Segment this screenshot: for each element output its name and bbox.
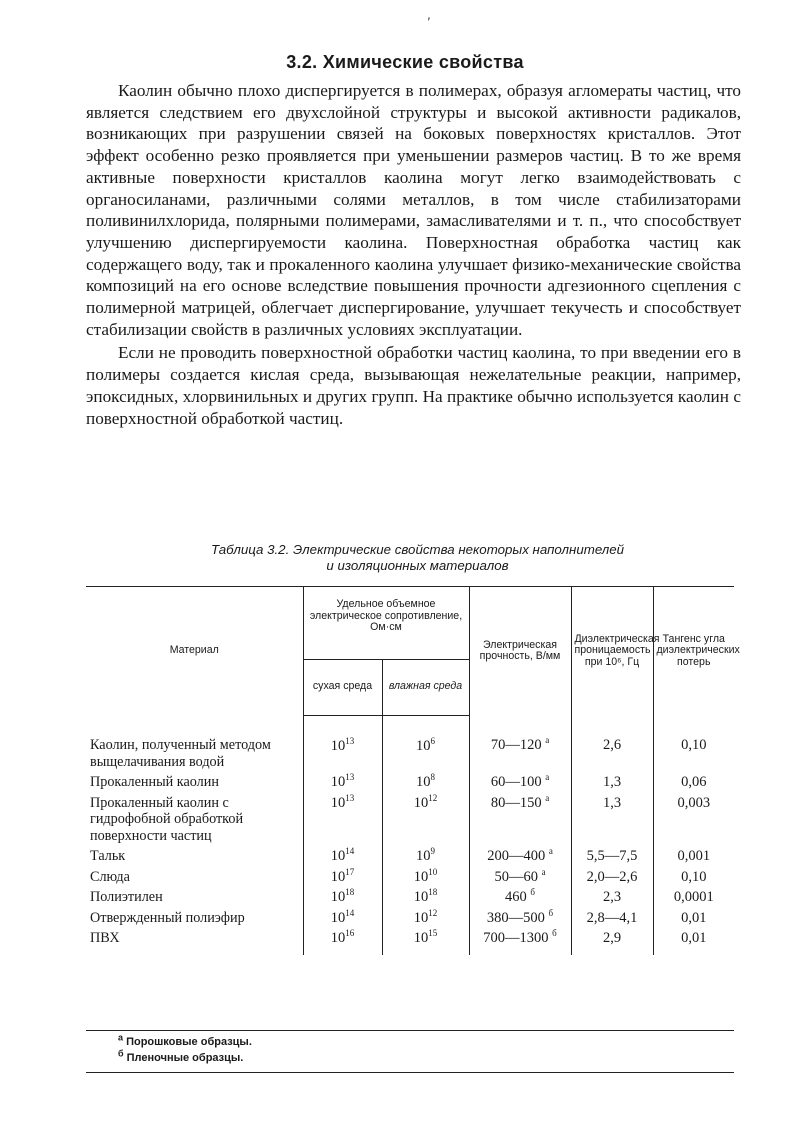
dry-exponent: 13 [345,735,355,746]
wet-exponent: 10 [428,866,438,877]
wet-base: 10 [416,737,431,754]
footnote-text: Пленочные образцы. [126,1052,244,1064]
strength-footnote-mark: а [545,735,550,746]
permittivity-value: 2,8—4,1 [586,909,638,926]
tangent-value: 0,001 [677,848,711,864]
wet-base: 10 [413,794,429,811]
cell-dry-resistivity [303,867,382,888]
cell-strength [469,846,571,867]
table-row [86,772,734,793]
tangent-value: 0,10 [681,868,707,885]
cell-strength [469,928,571,955]
cell-material [86,772,303,793]
strength-footnote-mark: б [548,907,554,918]
material-name: ПВХ [90,930,120,946]
header-dry: сухая среда [303,659,382,715]
cell-material [86,928,303,955]
cell-material [86,715,303,772]
table-row [86,887,734,908]
wet-exponent: 8 [430,772,435,783]
table-row [86,793,734,847]
header-tangent: Тангенс угла диэлектрических потерь [656,632,740,668]
tangent-value: 0,06 [681,774,707,790]
dry-exponent: 14 [345,907,355,918]
tangent-value: 0,01 [681,930,707,946]
dry-exponent: 14 [345,846,355,857]
table-row [86,715,734,772]
table-row [86,867,734,888]
dry-exponent: 17 [345,866,355,877]
footnotes [118,1034,252,1066]
dry-base: 10 [330,848,346,864]
permittivity-value: 1,3 [602,774,622,790]
cell-permittivity [571,715,653,772]
wet-exponent: 12 [428,907,438,918]
dry-exponent: 18 [345,887,355,898]
cell-material [86,887,303,908]
strength-value: 70—120 [490,737,542,753]
strength-footnote-mark: а [548,846,553,857]
wet-base: 10 [413,889,429,905]
tangent-value: 0,01 [681,909,707,926]
footnote-text: Порошковые образцы. [126,1036,252,1048]
cell-tangent [653,887,734,908]
cell-strength [469,867,571,888]
header-resistivity: Удельное объемное электрическое сопротивление, Ом·см [303,587,469,659]
strength-footnote-mark: а [545,772,550,783]
section-title: 3.2. Химические свойства [286,52,524,72]
wet-base: 10 [413,909,429,926]
dry-exponent: 13 [345,792,355,803]
cell-permittivity [571,772,653,793]
dry-exponent: 13 [345,772,355,783]
strength-value: 80—150 [490,794,542,811]
cell-tangent [653,908,734,929]
header-strength: Электрическая прочность, В/мм [469,587,571,715]
strength-footnote-mark: а [545,792,550,803]
cell-wet-resistivity [382,846,469,867]
cell-tangent [653,928,734,955]
strength-value: 200—400 [487,848,546,864]
dry-base: 10 [330,889,346,905]
cell-dry-resistivity [303,928,382,955]
footnote [118,1034,252,1050]
tangent-value: 0,0001 [673,889,714,905]
cell-material [86,793,303,847]
cell-strength [469,793,571,847]
dry-base: 10 [330,930,346,946]
cell-permittivity [571,928,653,955]
permittivity-value: 2,9 [602,930,622,946]
page-mark: ' [425,13,431,30]
cell-permittivity [571,867,653,888]
permittivity-value: 5,5—7,5 [586,848,638,864]
cell-material [86,867,303,888]
bottom-rule [86,1072,734,1073]
cell-dry-resistivity [303,908,382,929]
cell-permittivity [571,908,653,929]
cell-dry-resistivity [303,772,382,793]
cell-strength [469,715,571,772]
table-caption-line-1: Таблица 3.2. Электрические свойства некоторых наполнителей [210,542,625,557]
wet-exponent: 18 [428,887,438,898]
cell-tangent [653,793,734,847]
cell-wet-resistivity [382,908,469,929]
cell-wet-resistivity [382,928,469,955]
footnote-rule [86,1030,734,1031]
strength-value: 60—100 [490,774,542,790]
material-name: Каолин, полученный методом выщелачивания водой [90,737,271,770]
cell-dry-resistivity [303,887,382,908]
wet-base: 10 [416,774,431,790]
table-row [86,908,734,929]
material-name: Прокаленный каолин с гидрофобной обработкой поверхности частиц [90,794,244,844]
cell-permittivity [571,887,653,908]
material-name: Тальк [90,848,126,864]
footnote [118,1050,252,1066]
strength-value: 380—500 [486,909,545,926]
dry-base: 10 [330,794,346,811]
header-material: Материал [86,587,303,715]
table-row [86,928,734,955]
wet-exponent: 6 [430,735,435,746]
permittivity-value: 2,0—2,6 [586,868,638,885]
cell-permittivity [571,846,653,867]
table-caption [100,542,735,574]
table-caption-line-2: и изоляционных материалов [326,558,509,573]
permittivity-value: 2,6 [602,737,622,753]
strength-value: 700—1300 [483,930,549,946]
wet-base: 10 [413,930,429,946]
material-name: Полиэтилен [90,889,163,905]
strength-value: 460 [505,889,527,905]
dry-exponent: 16 [345,928,355,939]
cell-strength [469,908,571,929]
cell-wet-resistivity [382,772,469,793]
wet-exponent: 15 [428,928,438,939]
strength-footnote-mark: б [552,928,557,939]
cell-wet-resistivity [382,793,469,847]
strength-footnote-mark: б [530,887,535,898]
dry-base: 10 [330,737,346,754]
paragraph-2: Если не проводить поверхностной обработки частиц каолина, то при введении его в полимеры создается кислая среда, вызывающая нежелательные реакции, например, эпоксидных, хлорвинильных и других групп. На практике обычно используется каолин с поверхностной обработкой частиц. [86,343,741,428]
table-row [86,846,734,867]
footnote-mark: а [118,1032,124,1043]
paragraph-1: Каолин обычно плохо диспергируется в полимерах, образуя агломераты частиц, что является следствием его двухслойной структуры и высокой активности радикалов, возникающих при разрушении связей на боковых поверхностях кристаллов. Этот эффект особенно резко проявляется при уменьшении размеров частиц. В то же время активные поверхности кристаллов каолина могут легко взаимодействовать с органосиланами, различными солями металлов, в том числе стабилизаторами поливинилхлорида, полярными полимерами, замасливателями и т. п., что способствует улучшению диспергируемости каолина. Поверхностная обработка частиц как содержащего воду, так и прокаленного каолина улучшает физико-механические свойства композиций на его основе вследствие повышения прочности адгезионного сцепления с полимерной матрицей, облегчает диспергирование, улучшает текучесть и способствует стабилизации свойств в различных условиях эксплуатации. [86,81,741,339]
cell-wet-resistivity [382,867,469,888]
cell-dry-resistivity [303,715,382,772]
body-text [86,80,741,429]
properties-table [86,586,740,955]
permittivity-value: 2,3 [602,889,622,905]
material-name: Слюда [90,868,130,885]
tangent-value: 0,003 [677,794,711,811]
cell-tangent [653,715,734,772]
header-permittivity: Диэлектрическая проницаемость при 10⁶, Гц [571,587,653,715]
cell-tangent [653,772,734,793]
material-name: Отвержденный полиэфир [90,909,245,926]
permittivity-value: 1,3 [602,794,622,811]
wet-exponent: 12 [428,792,438,803]
footnote-mark: б [118,1048,124,1059]
material-name: Прокаленный каолин [90,774,219,790]
cell-dry-resistivity [303,793,382,847]
cell-material [86,846,303,867]
cell-wet-resistivity [382,715,469,772]
cell-tangent [653,867,734,888]
cell-wet-resistivity [382,887,469,908]
cell-material [86,908,303,929]
cell-tangent [653,846,734,867]
cell-dry-resistivity [303,846,382,867]
strength-footnote-mark: а [541,866,546,877]
wet-base: 10 [416,848,431,864]
cell-strength [469,772,571,793]
cell-strength [469,887,571,908]
dry-base: 10 [330,774,346,790]
header-wet: влажная среда [382,659,469,715]
table-body [86,715,734,955]
wet-base: 10 [413,868,429,885]
cell-permittivity [571,793,653,847]
dry-base: 10 [330,868,346,885]
dry-base: 10 [330,909,346,926]
strength-value: 50—60 [494,868,538,885]
wet-exponent: 9 [430,846,435,857]
table-header [86,587,740,716]
tangent-value: 0,10 [681,737,707,753]
